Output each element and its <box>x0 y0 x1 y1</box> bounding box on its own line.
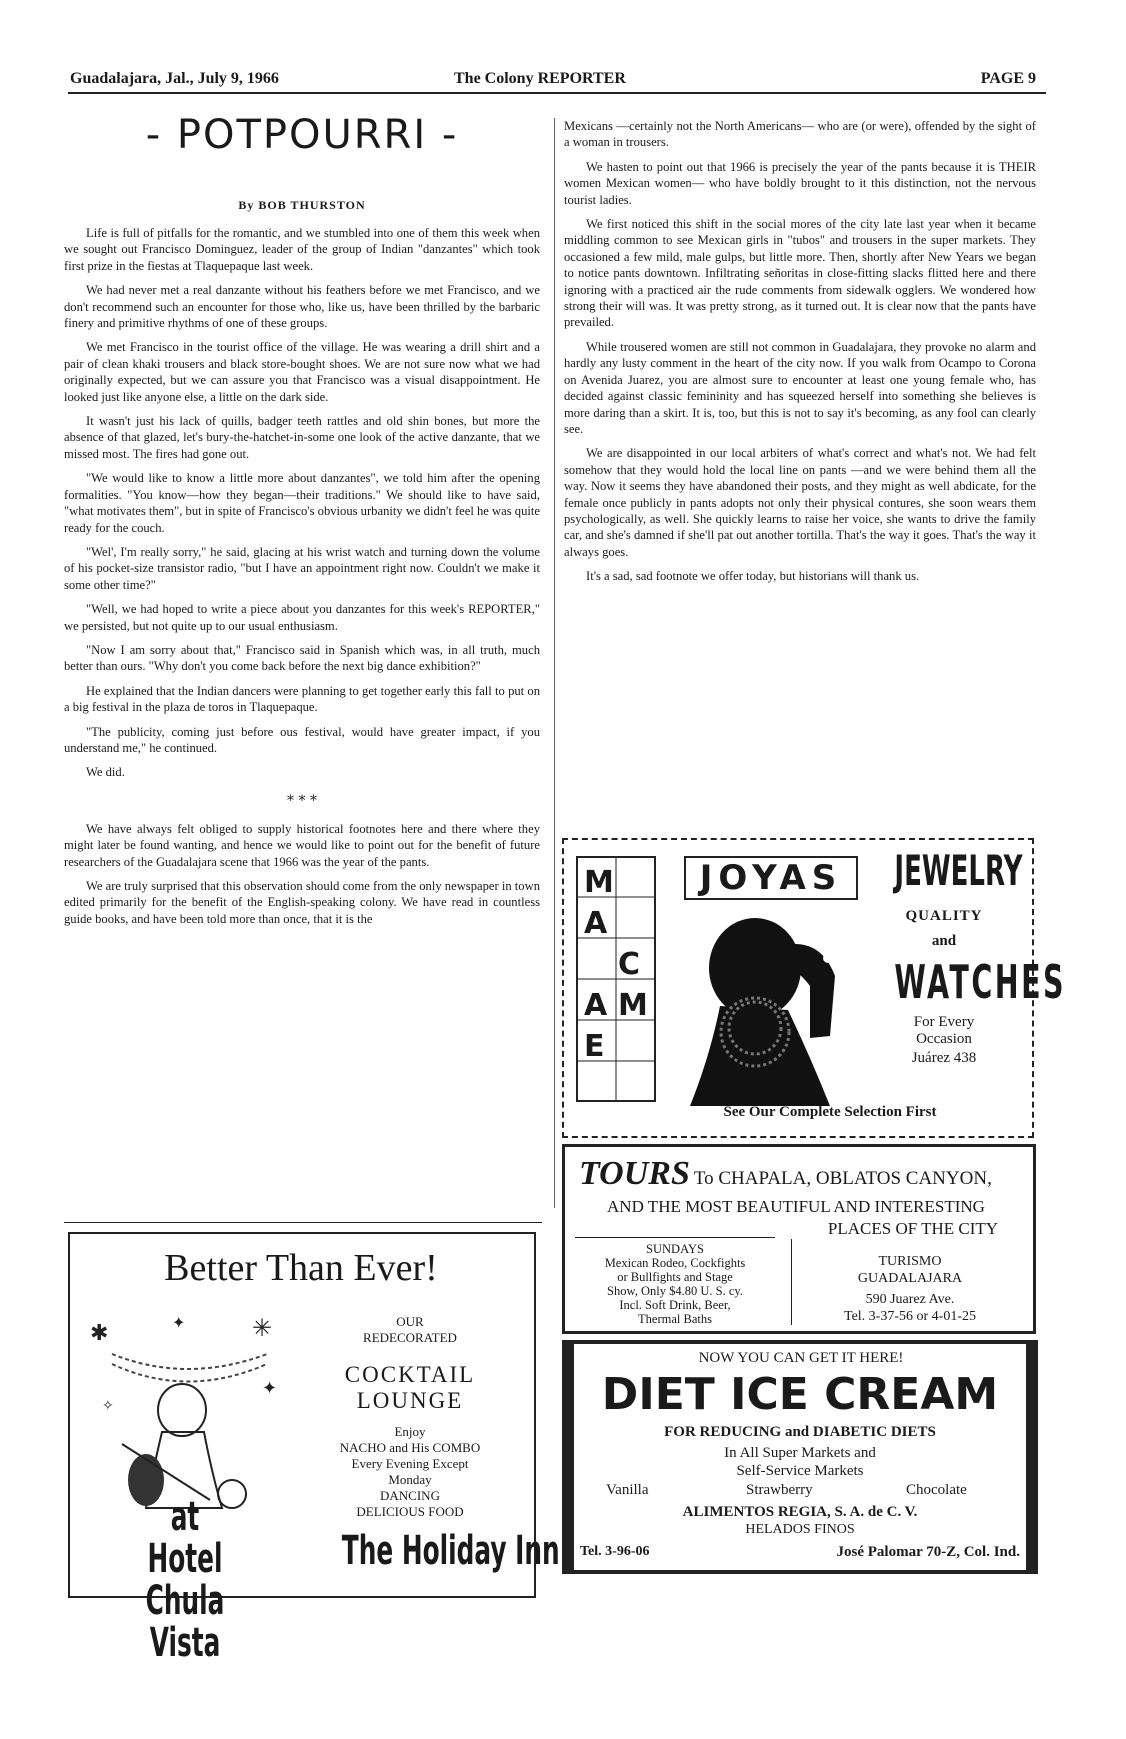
article-paragraph: "The publicity, coming just before ous festival, would have greater impact, if you understand me," he continued. <box>64 724 540 755</box>
page-number: PAGE 9 <box>980 70 1036 87</box>
article-paragraph: "Now I am sorry about that," Francisco said in Spanish which was, in all truth, much better than ours. "Why don't you come back before the next big dance exhibition?" <box>64 642 540 674</box>
hotel-ad <box>68 1232 560 1666</box>
article-paragraph: We are truly surprised that this observation should come from the only newspaper in town edited primarily for the benefit of the English-speaking colony. We have read in countless guide books, and have been told more than once, that it is the <box>64 879 540 926</box>
article-right-column <box>564 118 1036 593</box>
dateline: Guadalajara, Jal., July 9, 1966 <box>70 70 279 87</box>
our-text: OUR <box>396 1314 424 1329</box>
article-body-part-1 <box>64 225 540 781</box>
macame-logo <box>576 856 656 1102</box>
tours-line-3: PLACES OF THE CITY <box>827 1219 999 1238</box>
ice-cream-title: DIET ICE CREAM <box>601 1369 999 1420</box>
article-body-part-2 <box>64 821 540 927</box>
tours-agency <box>797 1253 1023 1325</box>
at-hotel-line: at Hotel <box>147 1494 223 1582</box>
logo-letter: M <box>584 865 614 900</box>
article-paragraph: It's a sad, sad footnote we offer today, but historians will thank us. <box>586 569 920 584</box>
hotel-illustration <box>82 1314 292 1514</box>
article-paragraph: "Wel', I'm really sorry," he said, glacing at his wrist watch and turning down the volume of his pocket-size transistor radio, "but I have an appointment right now. Couldn't we make it some other time?" <box>64 544 540 592</box>
article-paragraph: While trousered women are still not common in Guadalajara, they provoke no alarm and hardly any lusty comment in the heart of the city now. If you walk from Ocampo to Corona on Avenida Juarez, you are almost sure to encounter at least one young female who, has decided against classic femininity and has squeezed herself into something she believes is more daring than a skirt. It is, too, but this is not to say it's becoming, as any fool can clearly see. <box>564 339 1036 436</box>
enjoy-text: Enjoy <box>394 1424 426 1439</box>
article-paragraph: It wasn't just his lack of quills, badger teeth rattles and old shin bones, but more the absence of that glazed, let's bury-the-hatchet-in-some one look of the active danzante, that we missed most. The fires had gone out. <box>64 414 540 461</box>
tours-detail-1: Mexican Rodeo, Cockfights <box>604 1256 746 1270</box>
masthead <box>70 70 1050 92</box>
violinist-angel-icon <box>82 1314 292 1514</box>
jewelry-ad <box>562 838 1067 1138</box>
svg-text:✦: ✦ <box>172 1314 186 1332</box>
hotel-name-line: Chula Vista <box>145 1578 225 1666</box>
svg-text:✧: ✧ <box>102 1398 114 1414</box>
dancing-text: DANCING <box>380 1488 440 1503</box>
company-line-1: ALIMENTOS REGIA, S. A. de C. V. <box>682 1504 918 1520</box>
jewelry-address: Juárez 438 <box>911 1050 977 1066</box>
article-paragraph: He explained that the Indian dancers were planning to get together early this fall to put on a big festival in the plaza de toros in Tlaquepaque. <box>64 683 540 715</box>
ice-cream-edge-left <box>566 1344 574 1570</box>
quality-text: QUALITY <box>905 908 983 924</box>
ice-cream-subtitle: FOR REDUCING and DIABETIC DIETS <box>664 1424 936 1440</box>
masthead-rule <box>68 92 1046 94</box>
svg-text:✳: ✳ <box>252 1314 273 1342</box>
tours-word: TOURS <box>579 1155 690 1192</box>
tours-line-2: AND THE MOST BEAUTIFUL AND INTERESTING <box>607 1197 985 1216</box>
flavor-strawberry: Strawberry <box>746 1482 813 1498</box>
woman-silhouette <box>660 906 870 1106</box>
logo-letters <box>576 856 656 1102</box>
article-paragraph: "Well, we had hoped to write a piece about you danzantes for this week's REPORTER," we persisted, but not quite up to our usual enthusiasm. <box>64 602 540 633</box>
ice-cream-top-line: NOW YOU CAN GET IT HERE! <box>698 1350 904 1366</box>
and-text: and <box>931 933 957 949</box>
article-paragraph: We first noticed this shift in the social mores of the city late last year when it became middling common to see Mexican girls in "tubos" and trousers in the super markets. They occasioned a few mild, male gulps, but little more. Then, shortly after New Years we began to notice pants downtown. Infiltrating señoritas in close-fitting slacks flitted here and there ignoring with a practiced air the rude comments from sidewalk ogglers. We wondered how strong their will was. It was pretty strong, as it turned out. It is clear now that the pants have prevailed. <box>564 217 1036 330</box>
occasion-line-2: Occasion <box>916 1031 972 1047</box>
article-paragraph: We are disappointed in our local arbiters of what's correct and what's not. We had felt somehow that they would hold the local line on pants —and we were behind them all the way. Now it seems they have abandoned their posts, and they might as well abdicate, for the female once publicly in pants adopts not only their physical contures, she soon wears them psychologically, as well. She quickly learns to raise her voice, she wants to drive the family car, and she's damned if she'll pat out another tortilla. That's the way it goes. That's the way it always goes. <box>564 446 1036 559</box>
tours-headline <box>579 1155 1029 1193</box>
article-body-continued <box>564 118 1036 585</box>
flavor-vanilla: Vanilla <box>606 1482 649 1498</box>
article-paragraph: Life is full of pitfalls for the romantic, and we stumbled into one of them this week when we sought out Francisco Dominguez, leader of the group of Indian "danzantes" which took first prize in the fiestas at Tlaquepaque last week. <box>64 226 540 273</box>
jewelry-headline <box>864 846 1067 1067</box>
article-headline: - POTPOURRI - <box>145 112 459 158</box>
jewelry-title: JEWELRY <box>894 846 1023 895</box>
byline: By BOB THURSTON <box>238 198 366 212</box>
svg-text:✦: ✦ <box>262 1378 278 1399</box>
cocktail-text: COCKTAIL <box>344 1362 476 1387</box>
tours-ad <box>562 1144 1036 1334</box>
article-paragraph: "We would like to know a little more about danzantes", we told him after the opening formalities. "You know—how they began—their traditions." We should like to have said, "what motivates them", but in spite of Francisco's obvious urbanity we didn't feel he was quite ready for the couch. <box>64 471 540 535</box>
ice-cream-where <box>580 1444 1020 1480</box>
where-line-2: Self-Service Markets <box>736 1463 864 1479</box>
article-paragraph: We did. <box>86 765 125 780</box>
tours-detail-3: Show, Only $4.80 U. S. cy. <box>607 1284 743 1298</box>
occasion-line-1: For Every <box>913 1014 975 1030</box>
logo-letter: M <box>618 988 648 1023</box>
section-break-stars: * * * <box>287 792 317 809</box>
food-text: DELICIOUS FOOD <box>356 1504 464 1519</box>
schedule-line-1: Every Evening Except <box>351 1456 469 1471</box>
schedule-line-2: Monday <box>388 1472 432 1487</box>
redecorated-text: REDECORATED <box>363 1330 457 1345</box>
column-divider <box>554 118 555 1208</box>
agency-line-2: GUADALAJARA <box>857 1271 963 1286</box>
logo-letter: C <box>618 947 641 982</box>
company-line-2: HELADOS FINOS <box>745 1522 855 1537</box>
article-left-column <box>64 112 540 935</box>
logo-letter: A <box>584 988 608 1023</box>
article-paragraph: Mexicans —certainly not the North Americans— who are (or were), offended by the sight of a woman in trousers. <box>564 119 1036 150</box>
holiday-inn-brand: The Holiday Inn <box>341 1528 560 1574</box>
tours-line-1: To CHAPALA, OBLATOS CANYON, <box>693 1168 992 1189</box>
tours-divider <box>791 1239 792 1325</box>
paper-name: The Colony REPORTER <box>454 70 626 87</box>
ice-cream-address: José Palomar 70-Z, Col. Ind. <box>836 1544 1020 1560</box>
hotel-details <box>300 1314 560 1574</box>
ice-cream-phone: Tel. 3-96-06 <box>580 1544 650 1559</box>
tours-detail-5: Thermal Baths <box>638 1312 712 1326</box>
jewelry-footer: See Our Complete Selection First <box>723 1104 937 1120</box>
agency-phone: Tel. 3-37-56 or 4-01-25 <box>844 1309 976 1324</box>
tours-detail-4: Incl. Soft Drink, Beer, <box>619 1298 731 1312</box>
hotel-left-signature <box>100 1496 270 1664</box>
svg-text:✱: ✱ <box>90 1321 109 1346</box>
article-paragraph: We met Francisco in the tourist office of the village. He was wearing a drill shirt and a pair of clean khaki trousers and black store-bought shoes. We are not sure now what we had originally expected, but we can assure you that Francisco was a visual disappointment. He looked just like anyone else, a little on the dark side. <box>64 340 540 404</box>
ice-cream-edge-right <box>1026 1344 1034 1570</box>
where-line-1: In All Super Markets and <box>724 1445 876 1461</box>
tours-details <box>575 1237 775 1326</box>
joyas-sign: JOYAS <box>684 856 858 900</box>
tours-detail-2: or Bullfights and Stage <box>617 1270 733 1284</box>
article-paragraph: We have always felt obliged to supply historical footnotes here and there where they might later be found wanting, and hence we would like to point out for the benefit of future researchers of the Guadalajara scene that 1966 was the year of the pants. <box>64 821 540 869</box>
logo-letter: E <box>584 1029 605 1064</box>
lounge-text: LOUNGE <box>356 1388 464 1413</box>
agency-address: 590 Juarez Ave. <box>865 1292 955 1307</box>
watches-title: WATCHES <box>894 955 1067 1009</box>
ice-cream-ad <box>562 1340 1038 1574</box>
agency-line-1: TURISMO <box>878 1254 942 1269</box>
sundays-label: SUNDAYS <box>646 1242 704 1256</box>
article-paragraph: We hasten to point out that 1966 is precisely the year of the pants because it is THEIR women Mexican women— who have boldly brought to it this distinction, not the nervous tourist ladies. <box>564 159 1036 207</box>
woman-silhouette-icon <box>660 906 870 1106</box>
band-text: NACHO and His COMBO <box>339 1440 481 1455</box>
logo-letter: A <box>584 906 608 941</box>
article-paragraph: We had never met a real danzante without his feathers before we met Francisco, and we don't recommend such an encounter for those who, like us, have been thrilled by the barbaric finery and primitive rhythms of one of these groups. <box>64 283 540 331</box>
hotel-headline: Better Than Ever! <box>164 1247 438 1289</box>
left-bottom-rule <box>64 1222 542 1223</box>
flavor-chocolate: Chocolate <box>906 1482 967 1498</box>
